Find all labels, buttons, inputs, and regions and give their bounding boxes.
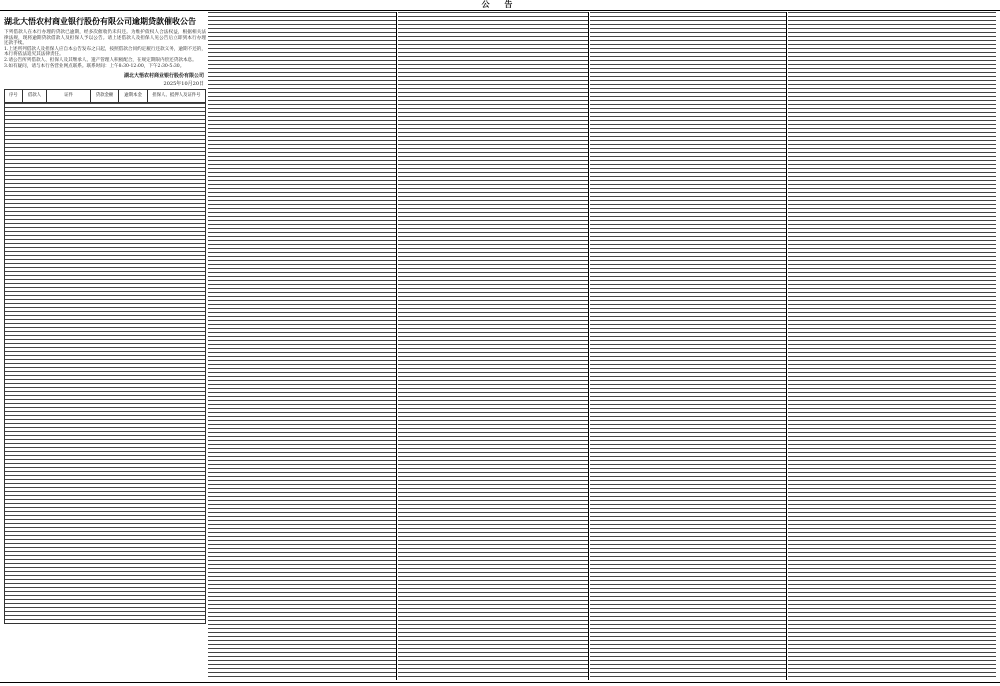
table-header-cell: 担保人、抵押人及证件号 xyxy=(147,90,205,103)
loan-table-header xyxy=(4,89,206,103)
loan-table-column xyxy=(590,12,787,680)
notice-date: 2025年10月20日 xyxy=(163,81,204,88)
loan-table-column xyxy=(208,12,397,680)
loan-table-column xyxy=(788,12,996,680)
notice-paragraph: 1.上述所列借款人及担保人应自本公告发布之日起，按照借款合同约定履行还款义务，逾期不还的，本行将依法追究其法律责任。 xyxy=(4,46,206,58)
table-header-cell: 证件 xyxy=(47,90,90,103)
top-header-bar xyxy=(0,0,1000,11)
header-title: 公 告 xyxy=(481,0,519,9)
notice-paragraph: 3.如有疑问，请与本行各营业网点联系。联系时间：上午8:30-12:00，下午2:30-5:30。 xyxy=(4,63,185,69)
notice-signature: 湖北大悟农村商业银行股份有限公司 xyxy=(123,73,204,80)
notice-title: 湖北大悟农村商业银行股份有限公司逾期贷款催收公告 xyxy=(4,16,196,26)
loan-table-body xyxy=(4,103,206,624)
table-header-cell: 逾期本金 xyxy=(119,90,148,103)
notice-paragraph: 下列借款人在本行办理的贷款已逾期，经多次催收仍未归还。为维护债权人合法权益，根据相关法律法规，现将逾期贷款借款人及担保人予以公告。请上述借款人及担保人见公告后立即到本行办理还款手续。 xyxy=(4,30,206,47)
table-header-cell: 借款人 xyxy=(22,90,47,103)
bottom-rule xyxy=(0,682,1000,683)
loan-table-column xyxy=(398,12,589,680)
table-header-cell: 贷款金额 xyxy=(90,90,119,103)
notice-intro-column xyxy=(4,12,206,680)
table-header-cell: 序号 xyxy=(5,90,23,103)
notice-paragraph: 2.请公告所列借款人、担保人及其继承人、遗产管理人积极配合，在规定期限内偿还贷款本息。 xyxy=(4,57,197,63)
